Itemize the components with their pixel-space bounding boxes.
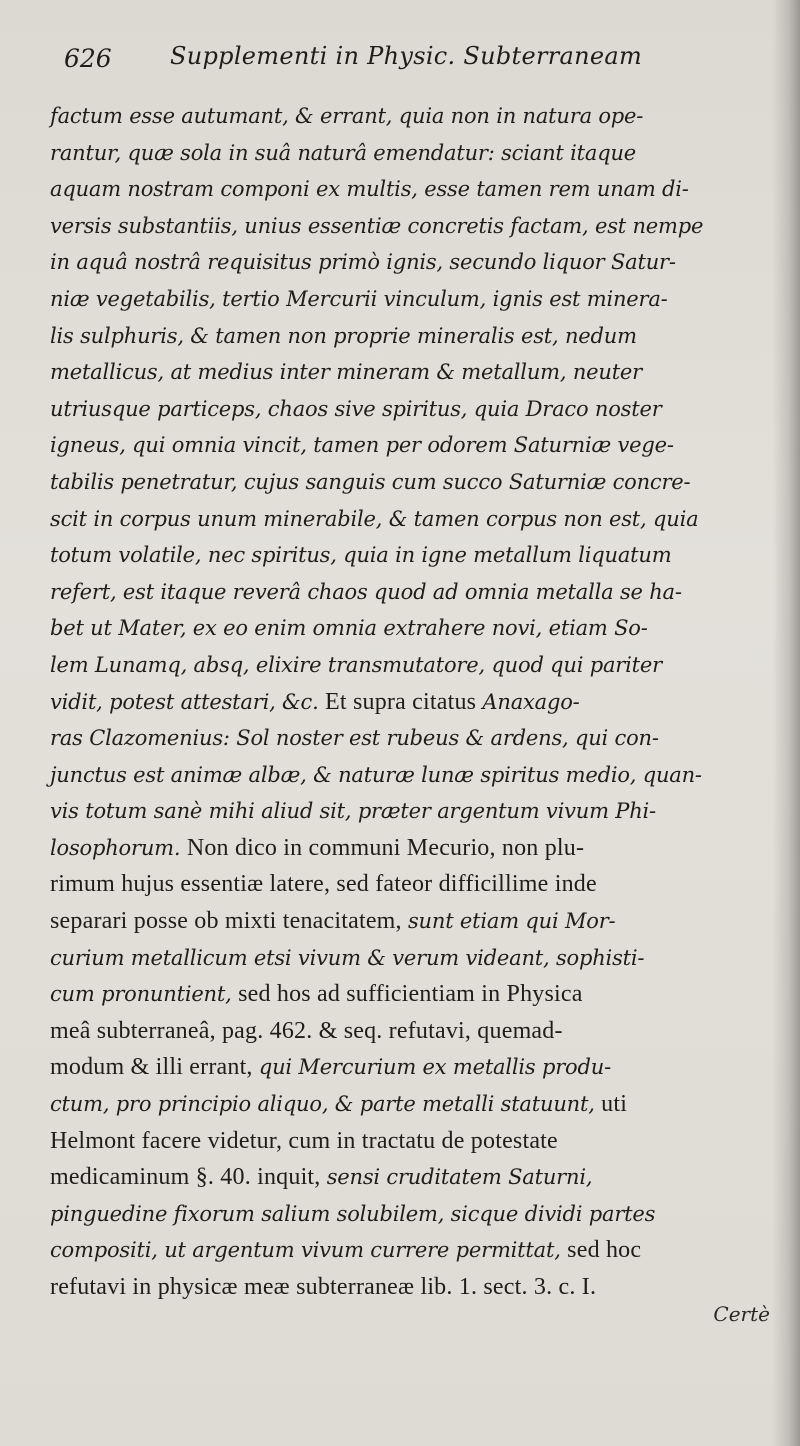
italic-text-run: vidit, potest attestari, &c.: [50, 689, 326, 714]
italic-text-run: rantur, quæ sola in suâ naturâ emendatur: sciant itaque: [50, 140, 636, 165]
text-line: [50, 208, 770, 245]
text-line: [50, 1049, 770, 1086]
roman-text-run: refutavi in physicæ meæ subterraneæ lib. 1. sect. 3. c. I.: [50, 1274, 597, 1300]
text-line: [50, 464, 770, 501]
italic-text-run: pinguedine fixorum salium solubilem, sicque dividi partes: [50, 1201, 656, 1226]
roman-text-run: Et supra citatus: [325, 688, 483, 715]
text-line: [50, 610, 770, 647]
text-line: [50, 501, 770, 538]
italic-text-run: bet ut Mater, ex eo enim omnia extrahere novi, etiam So-: [50, 616, 648, 641]
text-line: [50, 684, 770, 721]
italic-text-run: compositi, ut argentum vivum currere permittat,: [50, 1238, 568, 1263]
text-line: [50, 903, 770, 940]
page-number: 626: [64, 44, 112, 73]
italic-text-run: factum esse autumant, & errant, quia non in natura ope-: [50, 104, 644, 128]
roman-text-run: Non dico in communi Mecurio, non plu-: [186, 834, 585, 861]
text-line: [50, 537, 770, 574]
body-text: [50, 98, 770, 1306]
text-line: [50, 793, 770, 830]
roman-text-run: separari posse ob mixti tenacitatem,: [50, 908, 408, 935]
italic-text-run: Anaxago-: [482, 689, 580, 714]
roman-text-run: modum & illi errant,: [50, 1054, 259, 1081]
text-line: [50, 1232, 770, 1269]
italic-text-run: totum volatile, nec spiritus, quia in igne metallum liquatum: [50, 543, 672, 568]
italic-text-run: niæ vegetabilis, tertio Mercurii vinculum, ignis est minera-: [50, 286, 668, 311]
text-line: [50, 1123, 770, 1160]
italic-text-run: qui Mercurium ex metallis produ-: [258, 1055, 611, 1080]
text-line: [50, 1196, 770, 1233]
roman-text-run: medicaminum §. 40. inquit,: [50, 1164, 327, 1191]
roman-text-run: meâ subterraneâ, pag. 462. & seq. refutavi, quemad-: [50, 1017, 563, 1044]
italic-text-run: versis substantiis, unius essentiæ concretis factam, est nempe: [50, 213, 704, 238]
italic-text-run: metallicus, at medius inter mineram & metallum, neuter: [50, 360, 642, 385]
italic-text-run: utriusque particeps, chaos sive spiritus, quia Draco noster: [50, 396, 662, 421]
text-line: [50, 318, 770, 355]
italic-text-run: junctus est animæ albæ, & naturæ lunæ spiritus medio, quan-: [50, 762, 702, 787]
page-header: [64, 42, 764, 82]
italic-text-run: sunt etiam qui Mor-: [407, 909, 616, 934]
italic-text-run: refert, est itaque reverâ chaos quod ad omnia metalla se ha-: [50, 579, 682, 604]
italic-text-run: igneus, qui omnia vincit, tamen per odorem Saturniæ vege-: [50, 433, 674, 458]
text-line: [50, 1013, 770, 1050]
text-line: [50, 354, 770, 391]
text-line: [50, 866, 770, 903]
italic-text-run: ctum, pro principio aliquo, & parte metalli statuunt,: [50, 1092, 602, 1117]
text-line: [50, 244, 770, 281]
text-line: [50, 427, 770, 464]
roman-text-run: uti: [601, 1091, 628, 1118]
italic-text-run: curium metallicum etsi vivum & verum videant, sophisti-: [50, 945, 645, 970]
text-line: [50, 720, 770, 757]
roman-text-run: Helmont facere videtur, cum in tractatu de potestate: [50, 1127, 558, 1154]
text-line: [50, 1086, 770, 1123]
italic-text-run: aquam nostram componi ex multis, esse tamen rem unam di-: [50, 177, 689, 202]
italic-text-run: scit in corpus unum minerabile, & tamen corpus non est, quia: [50, 506, 699, 531]
italic-text-run: in aquâ nostrâ requisitus primò ignis, secundo liquor Satur-: [50, 250, 676, 275]
roman-text-run: sed hoc: [567, 1237, 642, 1264]
roman-text-run: sed hos ad sufficientiam in Physica: [238, 981, 583, 1008]
text-line: [50, 1269, 770, 1306]
italic-text-run: vis totum sanè mihi aliud sit, præter argentum vivum Phi-: [50, 799, 656, 824]
text-line: [50, 1159, 770, 1196]
italic-text-run: sensi cruditatem Saturni,: [326, 1165, 593, 1190]
text-line: [50, 574, 770, 611]
text-line: [50, 135, 770, 172]
text-line: [50, 757, 770, 794]
text-line: [50, 940, 770, 977]
text-line: [50, 830, 770, 867]
italic-text-run: lis sulphuris, & tamen non proprie mineralis est, nedum: [50, 323, 637, 348]
catchword: Certè: [713, 1302, 770, 1326]
page-gutter-shadow: [772, 0, 800, 1446]
text-line: [50, 98, 770, 135]
text-line: [50, 391, 770, 428]
italic-text-run: ras Clazomenius: Sol noster est rubeus & ardens, qui con-: [50, 726, 659, 751]
italic-text-run: lem Lunamq, absq, elixire transmutatore, quod qui pariter: [50, 652, 662, 677]
text-line: [50, 976, 770, 1013]
running-head: Supplementi in Physic. Subterraneam: [170, 42, 643, 70]
text-line: [50, 281, 770, 318]
text-line: [50, 171, 770, 208]
text-line: [50, 647, 770, 684]
roman-text-run: rimum hujus essentiæ latere, sed fateor difficillime inde: [50, 871, 597, 898]
italic-text-run: tabilis penetratur, cujus sanguis cum succo Saturniæ concre-: [50, 469, 691, 494]
italic-text-run: cum pronuntient,: [50, 982, 239, 1007]
italic-text-run: losophorum.: [50, 835, 187, 860]
